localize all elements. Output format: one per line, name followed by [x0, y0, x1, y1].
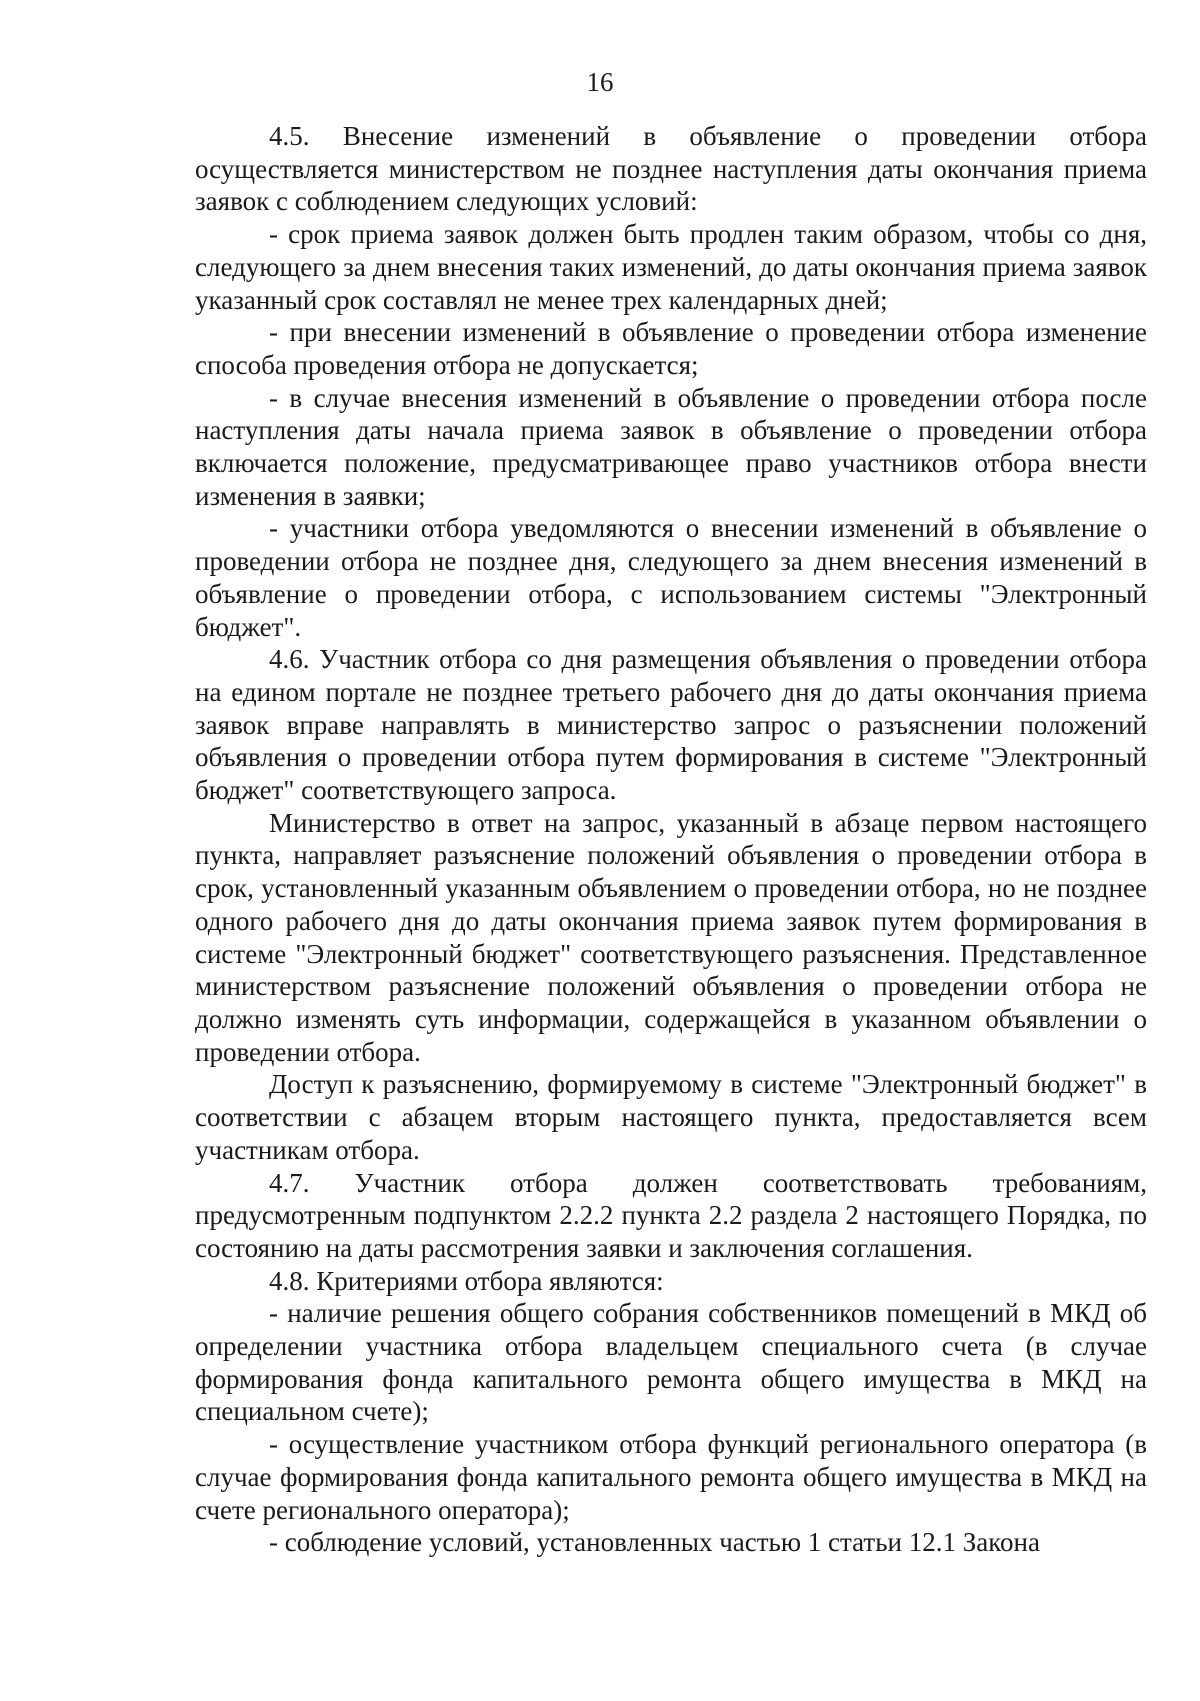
paragraph-4-8: 4.8. Критериями отбора являются: — [269, 1265, 664, 1296]
paragraph-4-5-condition-4: - участники отбора уведомляются о внесении изменений в объявление о проведении отбора не позднее дня, следующего за днем внесения изменений в объявление о проведении отбора, с использованием системы "Электронный бюджет". — [195, 513, 1147, 642]
paragraph-4-6-response: Министерство в ответ на запрос, указанный в абзаце первом настоящего пункта, направляет разъяснение положений объявления о проведении отбора в срок, установленный указанным объявлением о проведении отбора, но не позднее одного рабочего дня до даты окончания приема заявок путем формирования в системе "Электронный бюджет" соответствующего разъяснения. Представленное министерством разъяснение положений объявления о проведении отбора не должно изменять суть информации, содержащейся в указанном объявлении о проведении отбора. — [195, 807, 1147, 1067]
paragraph-4-6: 4.6. Участник отбора со дня размещения объявления о проведении отбора на едином портале не позднее третьего рабочего дня до даты окончания приема заявок вправе направлять в министерство запрос о разъяснении положений объявления о проведении отбора путем формирования в системе "Электронный бюджет" соответствующего запроса. — [195, 644, 1147, 806]
paragraph-4-8-criterion-3: - соблюдение условий, установленных частью 1 статьи 12.1 Закона — [269, 1527, 1040, 1558]
paragraph-4-6-access: Доступ к разъяснению, формируемому в системе "Электронный бюджет" в соответствии с абзацем вторым настоящего пункта, предоставляется всем участникам отбора. — [195, 1069, 1147, 1165]
page-number: 16 — [586, 67, 614, 97]
paragraph-4-8-criterion-1: - наличие решения общего собрания собственников помещений в МКД об определении участника отбора владельцем специального счета (в случае формирования фонда капитального ремонта общего имущества в МКД на специальном счете); — [195, 1298, 1147, 1427]
paragraph-4-5: 4.5. Внесение изменений в объявление о проведении отбора осуществляется министерством не позднее наступления даты окончания приема заявок с соблюдением следующих условий: — [195, 121, 1147, 217]
paragraph-4-5-condition-1: - срок приема заявок должен быть продлен таким образом, чтобы со дня, следующего за днем внесения таких изменений, до даты окончания приема заявок указанный срок составлял не менее трех календарных дней; — [195, 219, 1147, 315]
paragraph-4-8-criterion-2: - осуществление участником отбора функций регионального оператора (в случае формирования фонда капитального ремонта общего имущества в МКД на счете регионального оператора); — [195, 1429, 1147, 1525]
paragraph-4-5-condition-2: - при внесении изменений в объявление о проведении отбора изменение способа проведения отбора не допускается; — [195, 317, 1147, 380]
paragraph-4-5-condition-3: - в случае внесения изменений в объявление о проведении отбора после наступления даты начала приема заявок в объявление о проведении отбора включается положение, предусматривающее право участников отбора внести изменения в заявки; — [195, 382, 1147, 511]
paragraph-4-7: 4.7. Участник отбора должен соответствовать требованиям, предусмотренным подпунктом 2.2.2 пункта 2.2 раздела 2 настоящего Порядка, по состоянию на даты рассмотрения заявки и заключения соглашения. — [195, 1167, 1147, 1263]
document-body — [195, 120, 1147, 1559]
